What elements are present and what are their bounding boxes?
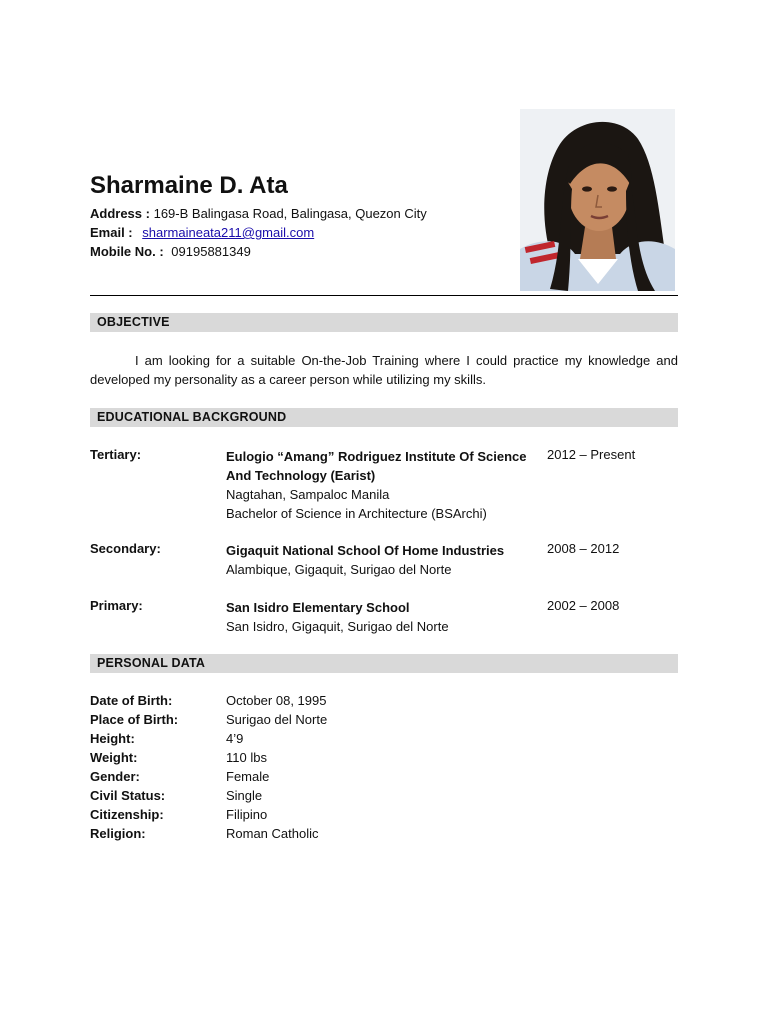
personal-data-label: Date of Birth: [90,693,173,708]
personal-data-row [90,807,490,826]
personal-data-value: 110 lbs [226,750,267,765]
education-years-secondary: 2008 – 2012 [547,541,620,556]
mobile-value: 09195881349 [171,244,251,259]
education-entry-primary [226,598,536,636]
education-heading: EDUCATIONAL BACKGROUND [97,410,287,424]
personal-data-value: Roman Catholic [226,826,319,841]
objective-section-header [90,313,678,332]
header-divider [90,295,678,296]
education-section-header [90,408,678,427]
personal-data-row [90,788,490,807]
school-location: Nagtahan, Sampaloc Manila [226,487,390,502]
personal-data-row [90,826,490,845]
personal-data-row [90,769,490,788]
personal-data-row [90,693,490,712]
personal-data-label: Religion: [90,826,146,841]
email-label: Email : [90,225,133,240]
personal-data-label: Citizenship: [90,807,164,822]
applicant-name: Sharmaine D. Ata [90,172,288,199]
degree: Bachelor of Science in Architecture (BSArchi) [226,506,487,521]
personal-data-label: Weight: [90,750,138,765]
school-name: Gigaquit National School Of Home Industries [226,543,505,558]
personal-data-row [90,750,490,769]
school-location: San Isidro, Gigaquit, Surigao del Norte [226,619,449,634]
personal-data-value: October 08, 1995 [226,693,327,708]
personal-data-value: Filipino [226,807,268,822]
personal-data-value: Female [226,769,270,784]
education-years-primary: 2002 – 2008 [547,598,620,613]
personal-data-row [90,712,490,731]
address-line [90,205,427,223]
education-entry-secondary [226,541,536,579]
mobile-line [90,243,251,261]
personal-data-section-header [90,654,678,673]
education-entry-tertiary [226,447,536,523]
personal-data-row [90,731,490,750]
email-link[interactable]: sharmaineata211@gmail.com [142,225,315,240]
education-years-tertiary: 2012 – Present [547,447,636,462]
personal-data-label: Gender: [90,769,140,784]
objective-text: I am looking for a suitable On-the-Job Training where I could practice my knowledge and developed my personality as a career person while utilizing my skills. [90,353,678,387]
personal-data-label: Place of Birth: [90,712,179,727]
mobile-label: Mobile No. : [90,244,164,259]
education-level-primary: Primary: [90,598,143,613]
education-level-tertiary: Tertiary: [90,447,142,462]
personal-data-value: Single [226,788,263,803]
school-name: San Isidro Elementary School [226,600,410,615]
school-location: Alambique, Gigaquit, Surigao del Norte [226,562,452,577]
personal-data-value: Surigao del Norte [226,712,328,727]
personal-data-label: Civil Status: [90,788,166,803]
personal-data-heading: PERSONAL DATA [97,656,206,670]
profile-photo [520,109,675,291]
school-name: Eulogio “Amang” Rodriguez Institute Of Science And Technology (Earist) [226,449,527,483]
education-level-secondary: Secondary: [90,541,161,556]
email-line [90,224,314,242]
address-value: 169-B Balingasa Road, Balingasa, Quezon City [153,206,427,221]
address-label: Address : [90,206,150,221]
personal-data-label: Height: [90,731,135,746]
personal-data-value: 4’9 [226,731,244,746]
objective-heading: OBJECTIVE [97,315,170,329]
